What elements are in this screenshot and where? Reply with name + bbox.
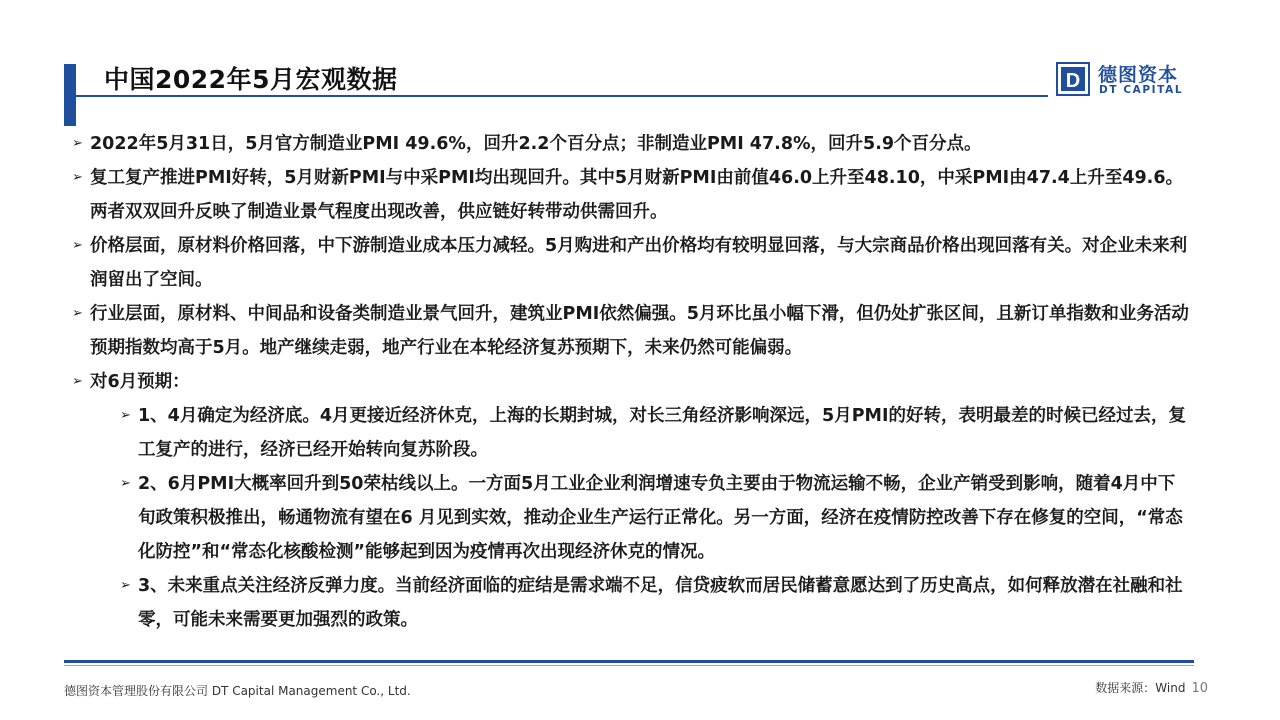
bullet-text: 复工复产推进PMI好转，5月财新PMI与中采PMI均出现回升。其中5月财新PMI由前值46.0上升至48.10，中采PMI由47.4上升至49.6。两者双双回升反映了制造业景气程度出现改善，供应链好转带动供需回升。 (90, 168, 1183, 222)
bullet-item (72, 229, 1192, 297)
arrow-bullet-icon: ➢ (72, 170, 83, 185)
arrow-bullet-icon: ➢ (72, 374, 83, 389)
page-title: 中国2022年5月宏观数据 (104, 65, 398, 94)
arrow-bullet-icon: ➢ (120, 476, 131, 491)
bullet-list (72, 127, 1192, 637)
bullet-text: 价格层面，原材料价格回落，中下游制造业成本压力减轻。5月购进和产出价格均有较明显回落，与大宗商品价格出现回落有关。对企业未来利润留出了空间。 (90, 236, 1188, 290)
arrow-bullet-icon: ➢ (120, 578, 131, 593)
title-underline (76, 95, 1048, 97)
footer-source (1095, 679, 1208, 696)
dt-logo-icon (1056, 62, 1090, 96)
bullet-item (72, 127, 1192, 161)
logo-letter: D (1065, 70, 1081, 92)
bullet-text: 对6月预期： (90, 372, 190, 392)
sub-bullet-item (72, 399, 1192, 467)
footer-divider-thin (64, 665, 1194, 666)
bullet-item (72, 365, 1192, 399)
footer-divider (64, 660, 1194, 663)
arrow-bullet-icon: ➢ (72, 136, 83, 151)
bullet-text: 3、未来重点关注经济反弹力度。当前经济面临的症结是需求端不足，信贷疲软而居民储蓄意愿达到了历史高点，如何释放潜在社融和社零，可能未来需要更加强烈的政策。 (138, 576, 1183, 630)
bullet-text: 2、6月PMI大概率回升到50荣枯线以上。一方面5月工业企业利润增速专负主要由于物流运输不畅，企业产销受到影响，随着4月中下旬政策积极推出，畅通物流有望在6 月见到实效，推动企业生产运行正常化。另一方面，经济在疫情防控改善下存在修复的空间，“常态化防控”和“常态化核酸检测”能够起到因为疫情再次出现经济休克的情况。 (138, 474, 1183, 562)
data-source: 数据来源：Wind (1095, 681, 1186, 695)
sub-bullet-item (72, 569, 1192, 637)
page-number: 10 (1191, 681, 1208, 696)
title-accent-bar (64, 64, 76, 126)
bullet-item (72, 297, 1192, 365)
footer-company: 德图资本管理股份有限公司 DT Capital Management Co., Ltd. (64, 684, 411, 698)
bullet-item (72, 161, 1192, 229)
logo-english-name: DT CAPITAL (1099, 84, 1184, 96)
logo-chinese-name: 德图资本 (1098, 64, 1179, 86)
bullet-text: 1、4月确定为经济底。4月更接近经济休克，上海的长期封城，对长三角经济影响深远，5月PMI的好转，表明最差的时候已经过去，复工复产的进行，经济已经开始转向复苏阶段。 (138, 406, 1186, 460)
arrow-bullet-icon: ➢ (120, 408, 131, 423)
bullet-text: 2022年5月31日，5月官方制造业PMI 49.6%，回升2.2个百分点；非制造业PMI 47.8%，回升5.9个百分点。 (90, 134, 982, 154)
bullet-text: 行业层面，原材料、中间品和设备类制造业景气回升，建筑业PMI依然偏强。5月环比虽小幅下滑，但仍处扩张区间，且新订单指数和业务活动预期指数均高于5月。地产继续走弱，地产行业在本轮经济复苏预期下，未来仍然可能偏弱。 (90, 304, 1189, 358)
sub-bullet-item (72, 467, 1192, 569)
arrow-bullet-icon: ➢ (72, 238, 83, 253)
arrow-bullet-icon: ➢ (72, 306, 83, 321)
